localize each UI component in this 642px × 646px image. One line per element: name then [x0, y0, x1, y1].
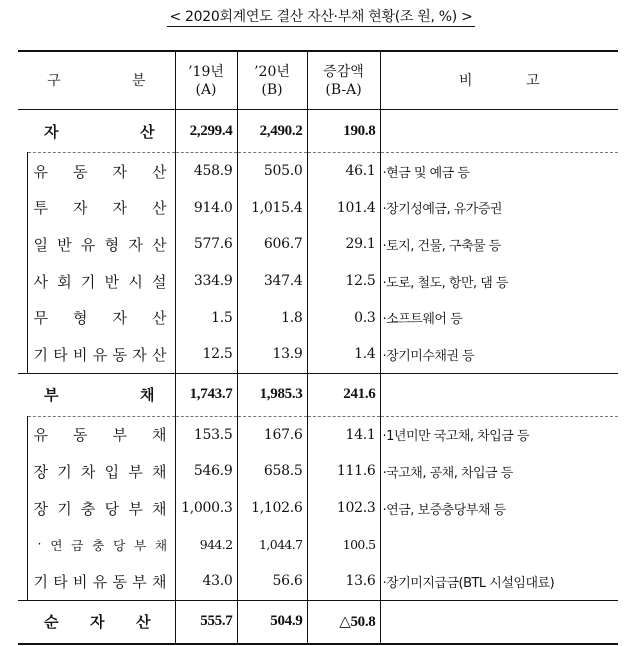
note-cell: ·국고채, 공채, 차입금 등	[380, 453, 618, 490]
value-2020: 167.6	[237, 416, 307, 453]
value-2020: 1.8	[237, 299, 307, 336]
value-2019: 334.9	[175, 263, 237, 300]
header-diff: 증감액 (B-A)	[307, 51, 380, 110]
row-label: 유 동 부 채	[27, 416, 175, 453]
header-note: 비 고	[380, 51, 618, 110]
table-row	[18, 226, 618, 263]
value-diff: 111.6	[307, 453, 380, 490]
value-diff: 46.1	[307, 153, 380, 190]
section-label: 자 산	[18, 110, 175, 153]
row-label: 사 회 기 반 시 설	[27, 263, 175, 300]
value-diff: 190.8	[307, 110, 380, 153]
value-diff: 14.1	[307, 416, 380, 453]
note-cell: ·현금 및 예금 등	[380, 153, 618, 190]
row-label: 유 동 자 산	[27, 153, 175, 190]
value-diff: 29.1	[307, 226, 380, 263]
value-2020: 2,490.2	[237, 110, 307, 153]
table-row	[18, 190, 618, 227]
row-label: · 연 금 충 당 부 채	[27, 526, 175, 563]
note-cell: ·소프트웨어 등	[380, 299, 618, 336]
note-cell	[380, 110, 618, 153]
note-cell	[380, 526, 618, 563]
value-2020: 606.7	[237, 226, 307, 263]
value-2019: 1,000.3	[175, 490, 237, 527]
note-cell: ·장기미지급금(BTL 시설임대료)	[380, 563, 618, 600]
table-row	[18, 490, 618, 527]
note-cell: ·장기미수채권 등	[380, 336, 618, 373]
balance-table	[18, 50, 618, 645]
note-cell: ·장기성예금, 유가증권	[380, 190, 618, 227]
note-cell: ·연금, 보증충당부채 등	[380, 490, 618, 527]
value-2020: 1,015.4	[237, 190, 307, 227]
row-label: 무 형 자 산	[27, 299, 175, 336]
note-cell	[380, 373, 618, 416]
table-row	[18, 453, 618, 490]
header-row	[18, 51, 618, 110]
section-label: 순 자 산	[18, 600, 175, 644]
section-label: 부 채	[18, 373, 175, 416]
value-diff: 241.6	[307, 373, 380, 416]
value-2020: 658.5	[237, 453, 307, 490]
value-2019: 1.5	[175, 299, 237, 336]
value-diff: △50.8	[307, 600, 380, 644]
table-row	[18, 526, 618, 563]
value-2020: 1,044.7	[237, 526, 307, 563]
value-diff: 0.3	[307, 299, 380, 336]
value-diff: 101.4	[307, 190, 380, 227]
value-diff: 102.3	[307, 490, 380, 527]
value-2019: 12.5	[175, 336, 237, 373]
value-2020: 504.9	[237, 600, 307, 644]
note-cell	[380, 600, 618, 644]
row-label: 기 타 비 유 동 부 채	[27, 563, 175, 600]
value-diff: 12.5	[307, 263, 380, 300]
table-row	[18, 416, 618, 453]
row-label: 투 자 자 산	[27, 190, 175, 227]
table-row	[18, 299, 618, 336]
header-category: 구 분	[18, 51, 175, 110]
header-2019: ’19년 (A)	[175, 51, 237, 110]
table-title: < 2020회계연도 결산 자산·부채 현황(조 원, %) >	[169, 9, 473, 25]
note-cell: ·토지, 건물, 구축물 등	[380, 226, 618, 263]
row-label: 장 기 차 입 부 채	[27, 453, 175, 490]
row-label: 일 반 유 형 자 산	[27, 226, 175, 263]
table-row	[18, 336, 618, 373]
value-diff: 13.6	[307, 563, 380, 600]
value-2019: 1,743.7	[175, 373, 237, 416]
value-2019: 43.0	[175, 563, 237, 600]
value-2020: 347.4	[237, 263, 307, 300]
table-row	[18, 263, 618, 300]
value-2019: 546.9	[175, 453, 237, 490]
table-row	[18, 563, 618, 600]
value-2019: 153.5	[175, 416, 237, 453]
value-2019: 577.6	[175, 226, 237, 263]
value-diff: 1.4	[307, 336, 380, 373]
value-2019: 2,299.4	[175, 110, 237, 153]
value-2020: 56.6	[237, 563, 307, 600]
value-2019: 555.7	[175, 600, 237, 644]
table-row	[18, 153, 618, 190]
row-label: 장 기 충 당 부 채	[27, 490, 175, 527]
section-row-net-assets	[18, 600, 618, 644]
value-2020: 13.9	[237, 336, 307, 373]
value-2019: 944.2	[175, 526, 237, 563]
section-row-liabilities	[18, 373, 618, 416]
section-row-assets	[18, 110, 618, 153]
value-2019: 914.0	[175, 190, 237, 227]
row-label: 기 타 비 유 동 자 산	[27, 336, 175, 373]
value-diff: 100.5	[307, 526, 380, 563]
note-cell: ·1년미만 국고채, 차입금 등	[380, 416, 618, 453]
header-2020: ’20년 (B)	[237, 51, 307, 110]
value-2020: 505.0	[237, 153, 307, 190]
note-cell: ·도로, 철도, 항만, 댐 등	[380, 263, 618, 300]
value-2020: 1,102.6	[237, 490, 307, 527]
value-2020: 1,985.3	[237, 373, 307, 416]
value-2019: 458.9	[175, 153, 237, 190]
